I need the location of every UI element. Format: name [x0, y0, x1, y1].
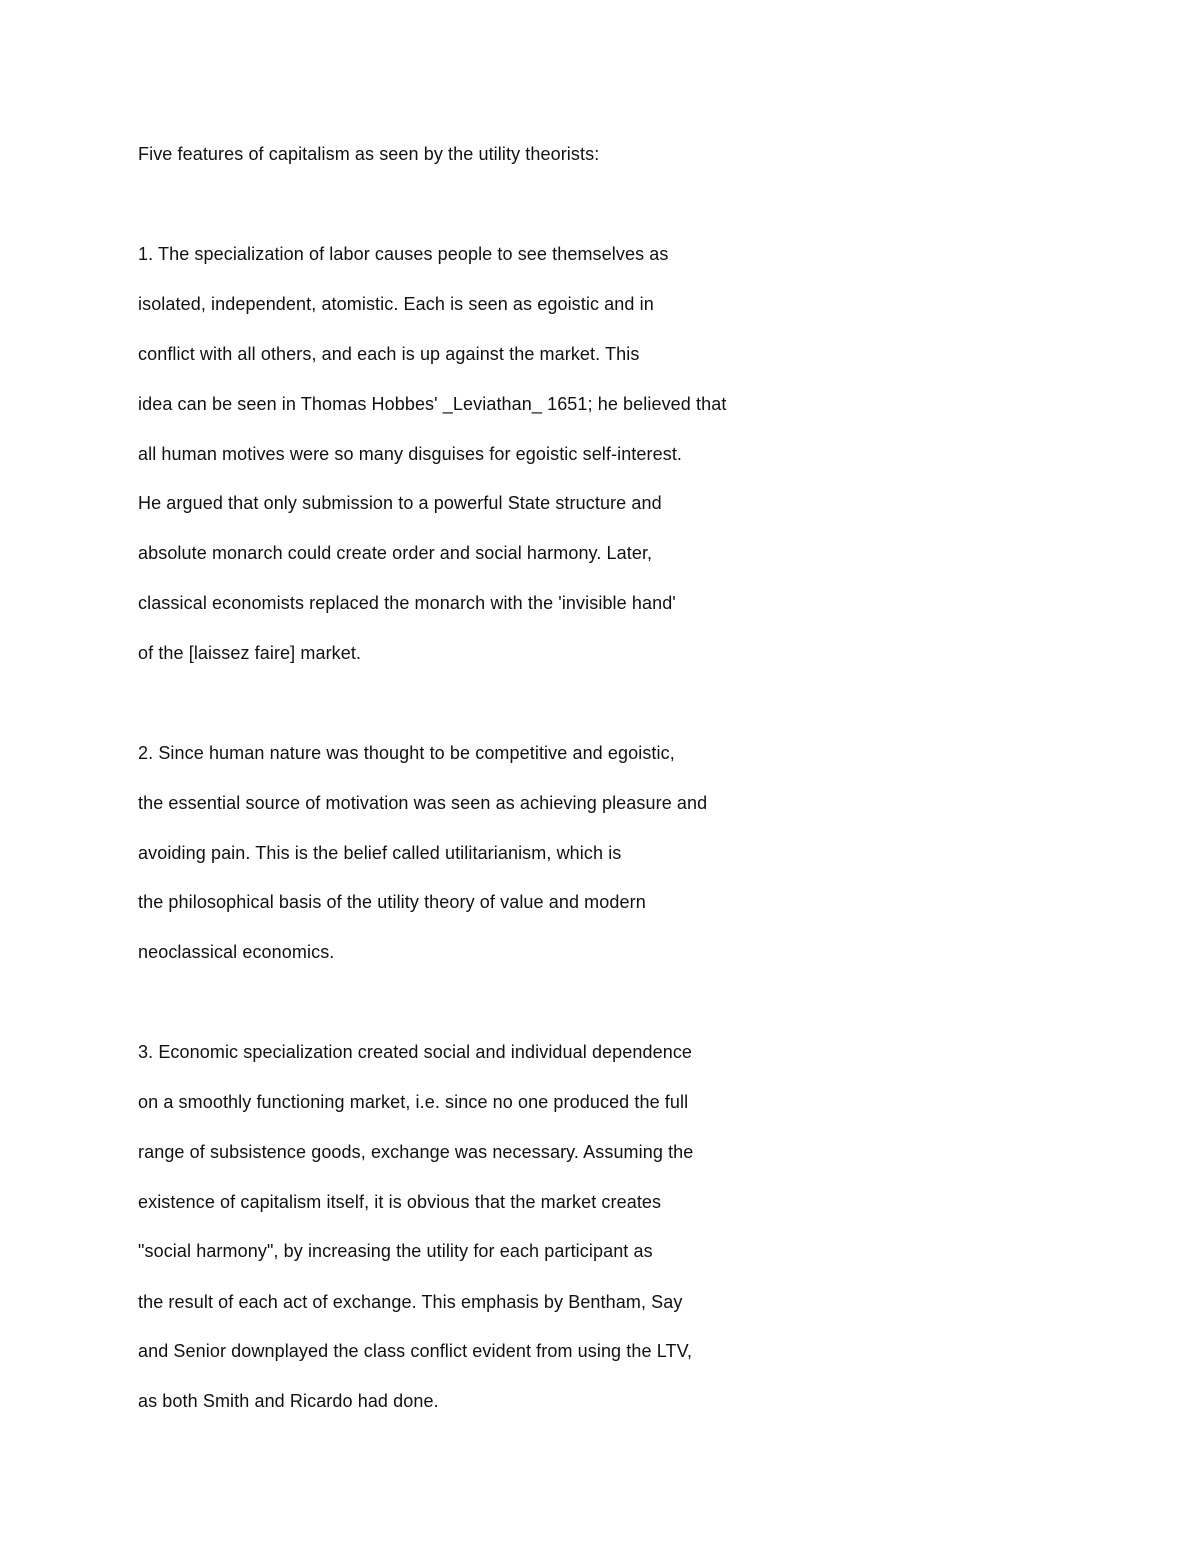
document-heading: Five features of capitalism as seen by the utility theorists:: [138, 144, 600, 164]
section-3-line: range of subsistence goods, exchange was necessary. Assuming the: [138, 1142, 694, 1162]
section-2-line: avoiding pain. This is the belief called utilitarianism, which is: [138, 843, 622, 863]
section-1-line: conflict with all others, and each is up against the market. This: [138, 344, 640, 364]
section-2-line: the essential source of motivation was seen as achieving pleasure and: [138, 793, 708, 813]
section-1-line: 1. The specialization of labor causes people to see themselves as: [138, 244, 669, 264]
section-2-line: 2. Since human nature was thought to be competitive and egoistic,: [138, 743, 675, 763]
section-3-line: and Senior downplayed the class conflict evident from using the LTV,: [138, 1341, 693, 1361]
section-1-line: idea can be seen in Thomas Hobbes' _Leviathan_ 1651; he believed that: [138, 394, 727, 414]
section-3-line: as both Smith and Ricardo had done.: [138, 1391, 439, 1411]
section-2-line: the philosophical basis of the utility theory of value and modern: [138, 892, 646, 912]
section-3-line: the result of each act of exchange. This emphasis by Bentham, Say: [138, 1292, 683, 1312]
section-1-line: isolated, independent, atomistic. Each is seen as egoistic and in: [138, 294, 654, 314]
section-3-line: 3. Economic specialization created social and individual dependence: [138, 1042, 693, 1062]
section-2-line: neoclassical economics.: [138, 942, 335, 962]
section-1-line: classical economists replaced the monarch with the 'invisible hand': [138, 593, 676, 613]
section-3-line: on a smoothly functioning market, i.e. since no one produced the full: [138, 1092, 689, 1112]
section-1-line: He argued that only submission to a powerful State structure and: [138, 493, 662, 513]
section-3-line: "social harmony", by increasing the utility for each participant as: [138, 1241, 653, 1261]
section-3-line: existence of capitalism itself, it is obvious that the market creates: [138, 1192, 662, 1212]
section-1-line: absolute monarch could create order and social harmony. Later,: [138, 543, 653, 563]
section-1-line: of the [laissez faire] market.: [138, 643, 362, 663]
section-1-line: all human motives were so many disguises for egoistic self-interest.: [138, 444, 683, 464]
